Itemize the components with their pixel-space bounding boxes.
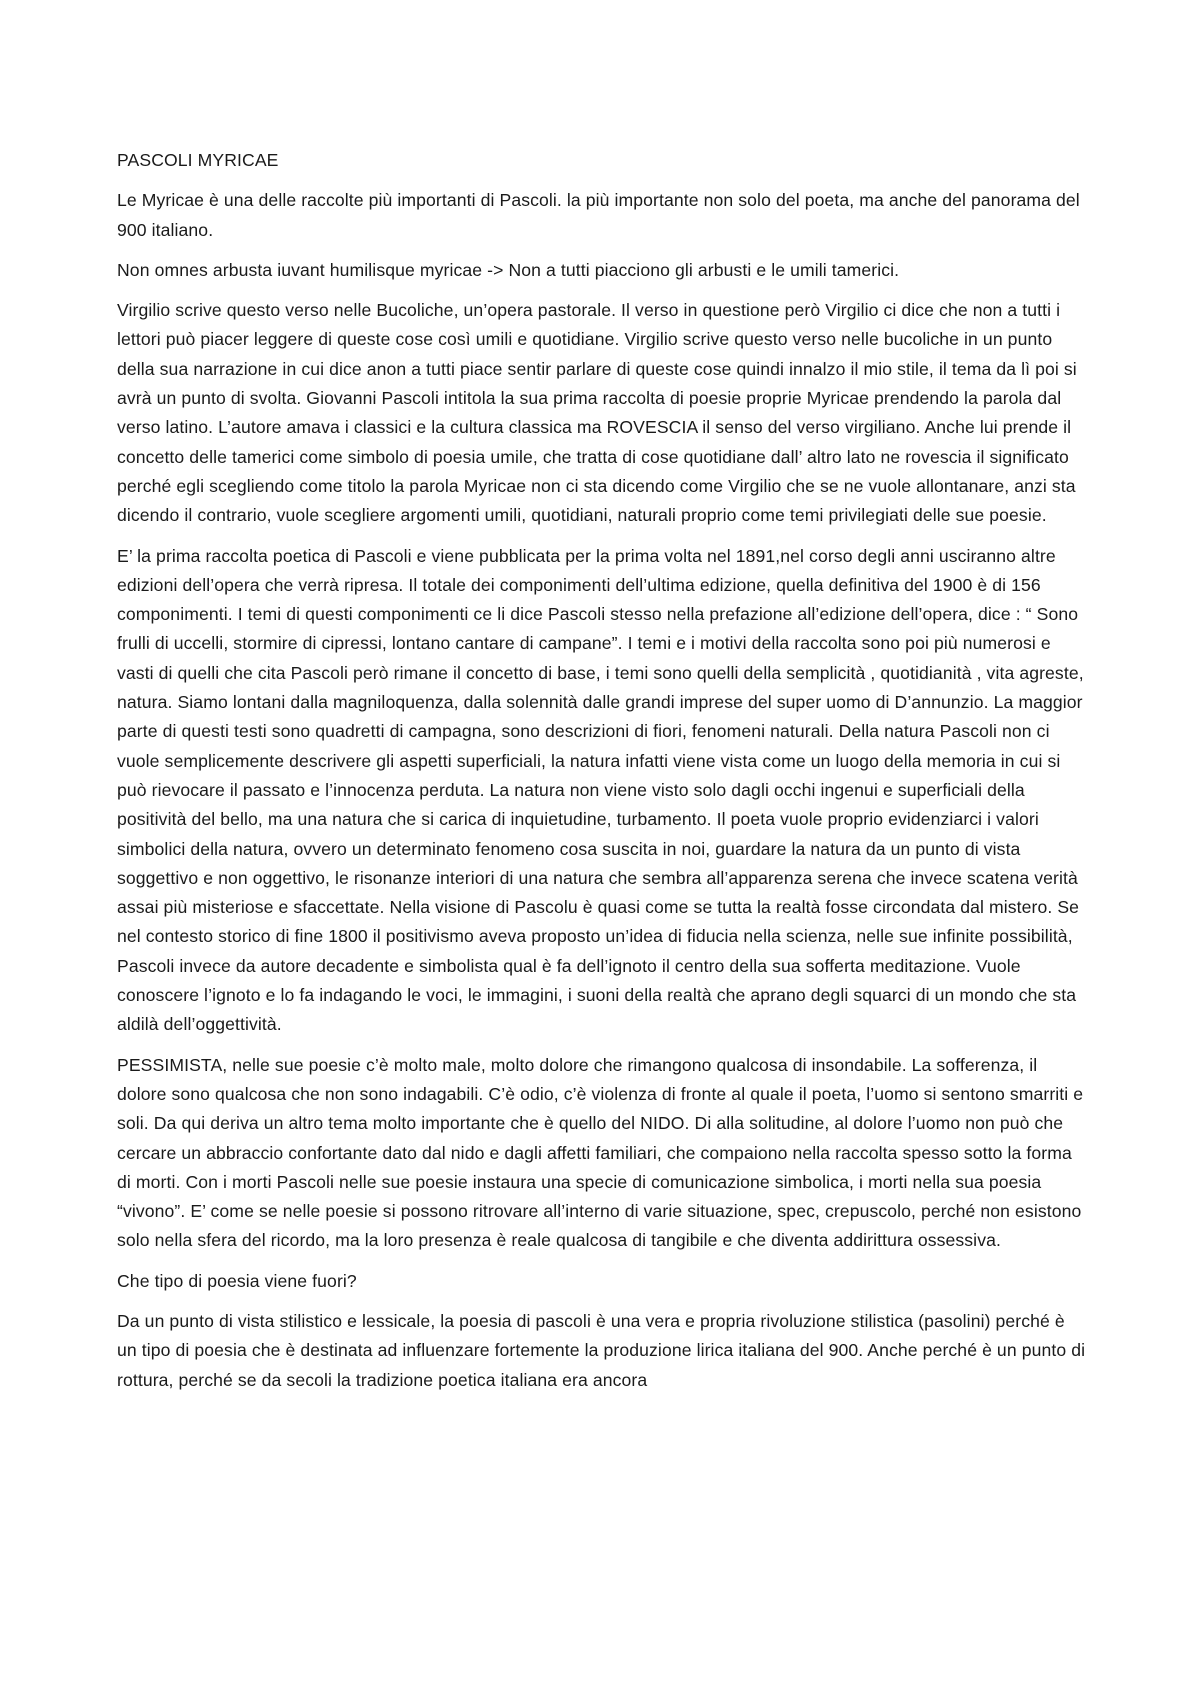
document-body xyxy=(117,146,1087,1406)
paragraph-prima-raccolta: E’ la prima raccolta poetica di Pascoli e viene pubblicata per la prima volta nel 1891,nel corso degli anni usciranno altre edizioni dell’opera che verrà ripresa. Il totale dei componimenti dell’ultima edizione, quella definitiva del 1900 è di 156 componimenti. I temi di questi componimenti ce li dice Pascoli stesso nella prefazione all’edizione dell’opera, dice : “ Sono frulli di uccelli, stormire di cipressi, lontano cantare di campane”. I temi e i motivi della raccolta sono poi più numerosi e vasti di quelli che cita Pascoli però rimane il concetto di base, i temi sono quelli della semplicità , quotidianità , vita agreste, natura. Siamo lontani dalla magniloquenza, dalla solennità dalle grandi imprese del super uomo di D’annunzio. La maggior parte di questi testi sono quadretti di campagna, sono descrizioni di fiori, fenomeni naturali. Della natura Pascoli non ci vuole semplicemente descrivere gli aspetti superficiali, la natura infatti viene vista come un luogo della memoria in cui si può rievocare il passato e l’innocenza perduta. La natura non viene visto solo dagli occhi ingenui e superficiali della positività del bello, ma una natura che si carica di inquietudine, turbamento. Il poeta vuole proprio evidenziarci i valori simbolici della natura, ovvero un determinato fenomeno cosa suscita in noi, guardare la natura da un punto di vista soggettivo e non oggettivo, le risonanze interiori di una natura che sembra all’apparenza serena che invece scatena verità assai più misteriose e sfaccettate. Nella visione di Pascolu è quasi come se tutta la realtà fosse circondata dal mistero. Se nel contesto storico di fine 1800 il positivismo aveva proposto un’idea di fiducia nella scienza, nelle sue infinite possibilità, Pascoli invece da autore decadente e simbolista qual è fa dell’ignoto il centro della sua sofferta meditazione. Vuole conoscere l’ignoto e lo fa indagando le voci, le immagini, i suoni della realtà che aprano degli squarci di un mondo che sta aldilà dell’oggettività. xyxy=(117,545,1084,1035)
paragraph-pessimista: PESSIMISTA, nelle sue poesie c’è molto male, molto dolore che rimangono qualcosa di insondabile. La sofferenza, il dolore sono qualcosa che non sono indagabili. C’è odio, c’è violenza di fronte al quale il poeta, l’uomo si sentono smarriti e soli. Da qui deriva un altro tema molto importante che è quello del NIDO. Di alla solitudine, al dolore l’uomo non può che cercare un abbraccio confortante dato dal nido e dagli affetti familiari, che compaiono nella raccolta spesso sotto la forma di morti. Con i morti Pascoli nelle sue poesie instaura una specie di comunicazione simbolica, i morti nella sua poesia “vivono”. E’ come se nelle poesie si possono ritrovare all’interno di varie situazione, spec, crepuscolo, perché non esistono solo nella sfera del ricordo, ma la loro presenza è reale qualcosa di tangibile e che diventa addirittura ossessiva. xyxy=(117,1054,1084,1251)
paragraph-question: Che tipo di poesia viene fuori? xyxy=(117,1270,357,1291)
paragraph-intro: Le Myricae è una delle raccolte più importanti di Pascoli. la più importante non solo del poeta, ma anche del panorama del 900 italiano. xyxy=(117,190,1080,240)
paragraph-latin-quote: Non omnes arbusta iuvant humilisque myricae -> Non a tutti piacciono gli arbusti e le umili tamerici. xyxy=(117,259,900,280)
document-title: PASCOLI MYRICAE xyxy=(117,150,279,170)
paragraph-virgilio: Virgilio scrive questo verso nelle Bucoliche, un’opera pastorale. Il verso in questione però Virgilio ci dice che non a tutti i lettori può piacer leggere di queste cose così umili e quotidiane. Virgilio scrive questo verso nelle bucoliche in un punto della sua narrazione in cui dice anon a tutti piace sentir parlare di queste cose quindi innalzo il mio stile, il tema da lì poi si avrà un punto di svolta. Giovanni Pascoli intitola la sua prima raccolta di poesie proprie Myricae prendendo la parola dal verso latino. L’autore amava i classici e la cultura classica ma ROVESCIA il senso del verso virgiliano. Anche lui prende il concetto delle tamerici come simbolo di poesia umile, che tratta di cose quotidiane dall’ altro lato ne rovescia il significato perché egli scegliendo come titolo la parola Myricae non ci sta dicendo come Virgilio che se ne vuole allontanare, anzi sta dicendo il contrario, vuole scegliere argomenti umili, quotidiani, naturali proprio come temi privilegiati delle sue poesie. xyxy=(117,300,1077,526)
paragraph-stile: Da un punto di vista stilistico e lessicale, la poesia di pascoli è una vera e propria rivoluzione stilistica (pasolini) perché è un tipo di poesia che è destinata ad influenzare fortemente la produzione lirica italiana del 900. Anche perché è un punto di rottura, perché se da secoli la tradizione poetica italiana era ancora xyxy=(117,1310,1086,1390)
